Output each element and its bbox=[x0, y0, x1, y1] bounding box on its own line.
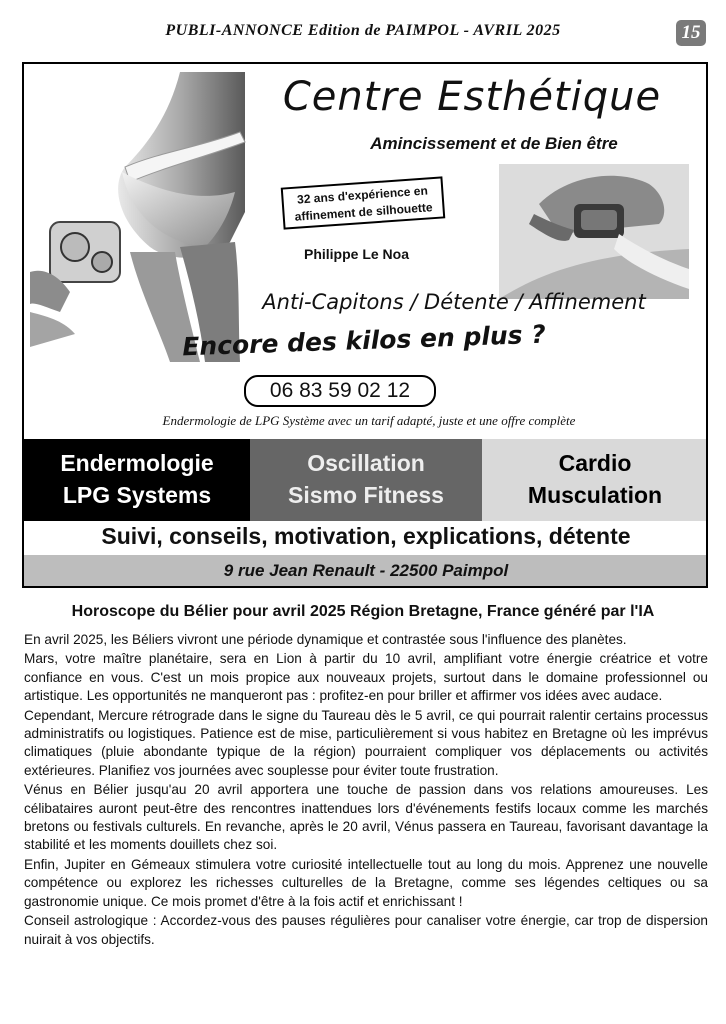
service-cardio bbox=[482, 439, 708, 521]
body-treatment-photo bbox=[30, 72, 250, 362]
article-paragraph: Cependant, Mercure rétrograde dans le signe du Taureau dès le 5 avril, ce qui pourrait ralentir certains processus administratifs ou logistiques. Patience est de mise, particulièrement si vous habitez en Bretagne où les imprévus climatiques (pluie abondante typique de la région) pourraient compliquer vos déplacements ou activités extérieures. Planifiez vos journées avec souplesse pour éviter toute frustration. bbox=[24, 707, 708, 778]
article-paragraph: En avril 2025, les Béliers vivront une période dynamique et contrastée sous l'influence des planètes. bbox=[24, 632, 627, 647]
business-name: Centre Esthétique bbox=[282, 74, 662, 120]
services-tagline: Anti-Capitons / Détente / Affinement bbox=[262, 290, 646, 314]
owner-name: Philippe Le Noa bbox=[303, 246, 409, 262]
edition-title: PUBLI-ANNONCE Edition de PAIMPOL - AVRIL 2025 bbox=[165, 22, 561, 39]
service-line: Oscillation bbox=[307, 450, 425, 476]
address-bar: 9 rue Jean Renault - 22500 Paimpol bbox=[24, 555, 708, 586]
experience-badge: 32 ans d'expérience en affinement de silhouette bbox=[281, 176, 446, 229]
service-line: Endermologie bbox=[60, 450, 214, 476]
phone-number[interactable]: 06 83 59 02 12 bbox=[244, 375, 436, 407]
service-endermologie bbox=[24, 439, 250, 521]
article-paragraph: Conseil astrologique : Accordez-vous des pauses régulières pour canaliser votre énergie, car trop de dispersion nuirait à vos objectifs. bbox=[24, 913, 708, 947]
lpg-description: Endermologie de LPG Système avec un tarif adapté, juste et une offre complète bbox=[162, 413, 576, 428]
business-subtitle: Amincissement et de Bien être bbox=[370, 134, 618, 153]
page-number-badge: 15 bbox=[676, 20, 706, 46]
service-line: Sismo Fitness bbox=[288, 482, 444, 508]
page-header bbox=[0, 18, 726, 48]
follow-up-slogan: Suivi, conseils, motivation, explications, détente bbox=[101, 523, 631, 549]
horoscope-title: Horoscope du Bélier pour avril 2025 Région Bretagne, France généré par l'IA bbox=[71, 603, 655, 620]
service-oscillation bbox=[250, 439, 482, 521]
article-paragraph: Mars, votre maître planétaire, sera en Lion à partir du 10 avril, amplifiant votre énergie créatrice et votre confiance en vous. C'est un mois propice aux nouveaux projets, surtout dans le domaine professionnel ou artistique. Les opportunités ne manqueront pas : profitez-en pour briller et affirmer vos idées avec audace. bbox=[24, 651, 708, 704]
service-line: Cardio bbox=[558, 450, 632, 476]
service-line: Musculation bbox=[527, 482, 663, 508]
horoscope-article bbox=[24, 631, 708, 950]
massage-session-photo bbox=[499, 164, 689, 299]
article-paragraph: Vénus en Bélier jusqu'au 20 avril apportera une touche de passion dans vos relations amoureuses. Les célibataires auront peut-être des rencontres inattendues lors d'événements festifs locaux comme les marchés bretons ou festivals culturels. En revanche, après le 20 avril, Vénus passera en Taureau, favorisant davantage la stabilité et les moments douillets chez soi. bbox=[24, 782, 708, 853]
headline-question: Encore des kilos en plus ? bbox=[181, 319, 547, 362]
advertisement-box bbox=[22, 62, 708, 588]
service-line: LPG Systems bbox=[62, 482, 212, 508]
article-paragraph: Enfin, Jupiter en Gémeaux stimulera votre curiosité intellectuelle tout au long du mois. Apprenez une nouvelle compétence ou explorez les richesses culturelles de la Bretagne, comme ses légendes celtiques ou sa gastronomie unique. Ce mois promet d'être à la fois actif et enrichissant ! bbox=[24, 856, 708, 909]
